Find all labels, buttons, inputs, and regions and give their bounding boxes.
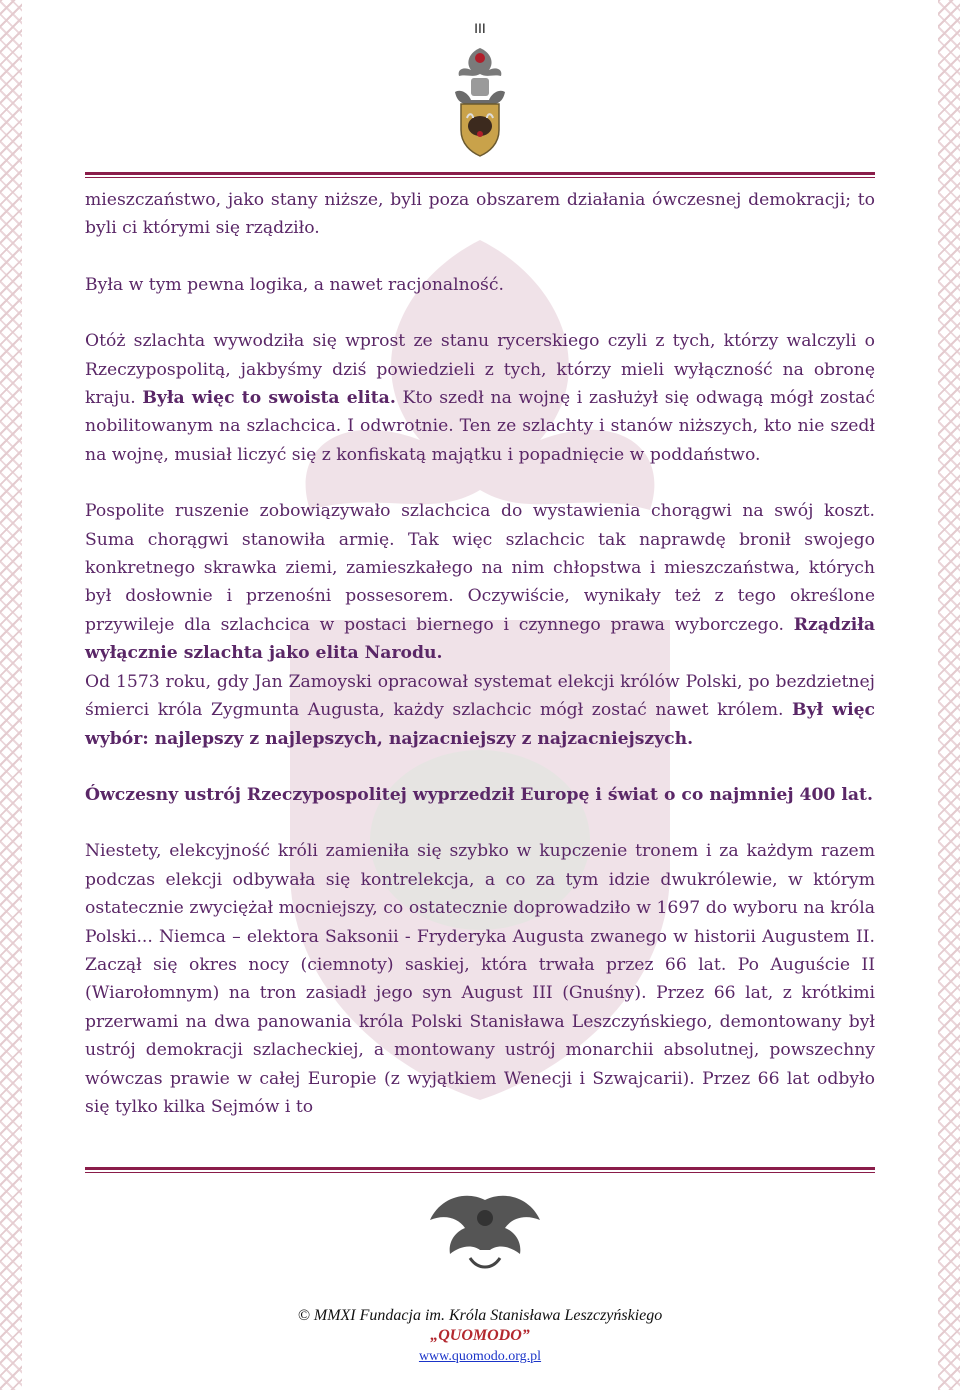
footer-brand: „QUOMODO” <box>430 1327 530 1344</box>
paragraph-4: Pospolite ruszenie zobowiązywało szlachcica do wystawienia chorągwi na swój koszt. Suma chorągwi stanowiła armię. Tak więc szlachcic tak naprawdę bronił swojego konkretnego skrawka ziemi, zamieszkałego na nim chłopstwa i mieszczaństwa, których był dosłownie i przenośni possesorem. Oczywiście, wynikały też z tego określone przywileje dla szlachcica w postaci biernego i czynnego prawa wyborczego. Rządziła wyłącznie szlachta jako elita Narodu. <box>85 501 875 664</box>
paragraph-1: mieszczaństwo, jako stany niższe, byli poza obszarem działania ówczesnej demokracji; to byli ci którymi się rządziło. <box>85 190 875 239</box>
footer-copyright: © MMXI Fundacja im. Króla Stanisława Leszczyńskiego <box>297 1307 663 1324</box>
bold-emphasis: Była więc to swoista elita. <box>142 388 396 409</box>
footer <box>0 1306 960 1367</box>
page-number: III <box>474 20 486 36</box>
document-body <box>85 186 875 1121</box>
left-decorative-border <box>0 0 22 1390</box>
paragraph-5: Od 1573 roku, gdy Jan Zamoyski opracował systemat elekcji królów Polski, po bezdzietnej śmierci króla Zygmunta Augusta, każdy szlachcic mógł zostać nawet królem. Był więc wybór: najlepszy z najlepszych, najzacniejszy z najzacniejszych. <box>85 671 875 749</box>
paragraph-2: Była w tym pewna logika, a nawet racjonalność. <box>85 274 504 295</box>
paragraph-6 <box>85 781 875 809</box>
header-divider <box>85 172 875 178</box>
eagle-ornament-icon <box>420 1180 550 1280</box>
paragraph-3: Otóż szlachta wywodziła się wprost ze stanu rycerskiego czyli z tych, którzy walczyli o Rzeczypospolitą, jakbyśmy dziś powiedzieli z tych, którzy mieli wyłączność na obronę kraju. Była więc to swoista elita. Kto szedł na wojnę i zasłużył się odwagą mógł zostać nobilitowanym na szlachcica. I odwrotnie. Ten ze szlachty i stanów niższych, kto nie szedł na wojnę, musiał liczyć się z konfiskatą majątku i popadnięcie w poddaństwo. <box>85 331 875 465</box>
right-decorative-border <box>938 0 960 1390</box>
footer-divider <box>85 1167 875 1173</box>
bold-emphasis: Rządziła wyłącznie szlachta jako elita Narodu. <box>85 614 875 664</box>
bold-statement: Ówczesny ustrój Rzeczypospolitej wyprzedził Europę i świat o co najmniej 400 lat. <box>85 784 873 805</box>
bold-emphasis: Był więc wybór: najlepszy z najlepszych, najzacniejszy z najzacniejszych. <box>85 700 875 749</box>
paragraph-7: Niestety, elekcyjność króli zamieniła się szybko w kupczenie tronem i za każdym razem podczas elekcji odbywała się kontrelekcja, a co za tym idzie dwukrólewie, w którym ostatecznie zwyciężał mocniejszy, co ostatecznie doprowadziło w 1697 do wyboru na króla Polski... Niemca – elektora Saksonii - Fryderyka Augusta zwanego w historii Augustem II. Zaczął się okres nocy (ciemnoty) saskiej, która trwała przez 66 lat. Po Auguście II (Wiarołomnym) na tron zasiadł jego syn August III (Gnuśny). Przez 66 lat, z krótkimi przerwami na dwa panowania króla Polski Stanisława Leszczyńskiego, demontowany był ustrój demokracji szlacheckiej, a montowany ustrój monarchii absolutnej, powszechny wówczas prawie w całej Europie (z wyjątkiem Wenecji i Szwajcarii). Przez 66 lat odbyło się tylko kilka Sejmów i to <box>85 841 875 1117</box>
footer-website-link[interactable]: www.quomodo.org.pl <box>418 1349 542 1364</box>
coat-of-arms-icon <box>445 44 515 162</box>
